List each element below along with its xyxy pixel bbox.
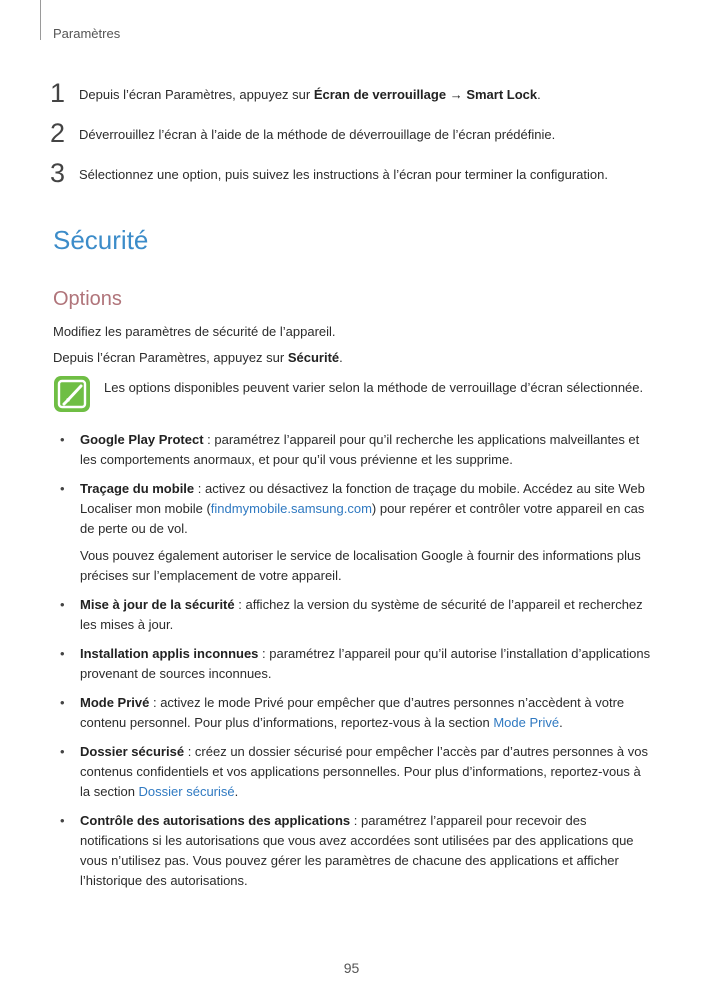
list-item: • Installation applis inconnues : paramétrez l’appareil pour qu’il autorise l’installation d’applications provenant de sources inconnues. [60, 646, 651, 681]
page-number: 95 [343, 960, 360, 976]
intro-line-2: Depuis l’écran Paramètres, appuyez sur Sécurité. [53, 350, 343, 365]
menu-item-securite: Sécurité [287, 350, 340, 365]
step-text: Déverrouillez l’écran à l’aide de la méthode de déverrouillage de l’écran prédéfinie. [79, 127, 556, 142]
step-2 [50, 120, 670, 150]
subsection-title: Options [53, 288, 122, 310]
option-name: Installation applis inconnues [80, 646, 259, 661]
bullet: • [60, 597, 65, 612]
list-item: • Contrôle des autorisations des applications : paramétrez l’appareil pour recevoir des notifications si les autorisations que vous avez accordées sont utilisées par des applications que vous n’utilisez pas. Vous pouvez gérer les paramètres de chacune des applications et afficher l’historique des autorisations. [60, 813, 634, 888]
option-name: Mode Privé [80, 695, 150, 710]
list-item: • Traçage du mobile : activez ou désactivez la fonction de traçage du mobile. Accédez au site Web Localiser mon mobile (findmymobile.samsung.com) pour repérer et contrôler votre appareil en cas de perte ou de vol. Vous pouvez également autoriser le service de localisation Google à fournir des informations plus précises sur l’emplacement de votre appareil. [54, 479, 651, 586]
step-menu-path: Écran de verrouillage [313, 87, 447, 102]
bullet: • [60, 646, 65, 661]
step-number: 2 [50, 118, 66, 148]
list-item: • Google Play Protect : paramétrez l’appareil pour qu’il recherche les applications malveillantes et les comportements anormaux, et pour qu’il vous prévienne et les supprime. [60, 432, 640, 467]
step-3 [50, 160, 670, 190]
option-extra-paragraph: Vous pouvez également autoriser le service de localisation Google à fournir des informations plus précises sur l’emplacement de votre appareil. [80, 548, 641, 583]
step-number: 3 [50, 158, 66, 188]
section-divider-line [40, 0, 41, 40]
step-1 [50, 80, 670, 110]
list-item: • Dossier sécurisé : créez un dossier sécurisé pour empêcher l’accès par d’autres personnes à vos contenus confidentiels et vos applications personnelles. Pour plus d’informations, reportez-vous à la section Dossier sécurisé. [60, 744, 648, 799]
mode-prive-link[interactable]: Mode Privé [493, 715, 560, 730]
option-name: Contrôle des autorisations des applications [80, 813, 351, 828]
bullet: • [60, 432, 65, 447]
step-text: Depuis l’écran Paramètres, appuyez sur Écran de verrouillage → Smart Lock. [79, 87, 541, 102]
option-name: Traçage du mobile [80, 481, 195, 496]
step-text: Sélectionnez une option, puis suivez les instructions à l’écran pour terminer la configuration. [79, 167, 608, 182]
arrow-icon: → [446, 87, 467, 102]
option-name: Mise à jour de la sécurité [80, 597, 235, 612]
bullet: • [60, 813, 65, 828]
note-text: Les options disponibles peuvent varier selon la méthode de verrouillage d’écran sélectionnée. [104, 380, 644, 395]
option-name: Google Play Protect [80, 432, 204, 447]
bullet: • [60, 481, 65, 496]
section-title: Sécurité [53, 225, 149, 255]
running-header: Paramètres [53, 26, 121, 41]
list-item: • Mise à jour de la sécurité : affichez la version du système de sécurité de l’appareil et recherchez les mises à jour. [60, 597, 643, 632]
intro-line-1: Modifiez les paramètres de sécurité de l’appareil. [53, 324, 336, 339]
bullet: • [60, 695, 65, 710]
security-options-list [54, 430, 651, 900]
dossier-securise-link[interactable]: Dossier sécurisé [138, 784, 235, 799]
note-pencil-icon [54, 376, 90, 412]
option-name: Dossier sécurisé [80, 744, 185, 759]
step-number: 1 [50, 78, 66, 108]
bullet: • [60, 744, 65, 759]
findmymobile-link[interactable]: findmymobile.samsung.com [210, 501, 372, 516]
step-menu-item: Smart Lock [466, 87, 538, 102]
list-item: • Mode Privé : activez le mode Privé pour empêcher que d’autres personnes n’accèdent à votre contenu personnel. Pour plus d’informations, reportez-vous à la section Mode Privé. [60, 695, 625, 730]
